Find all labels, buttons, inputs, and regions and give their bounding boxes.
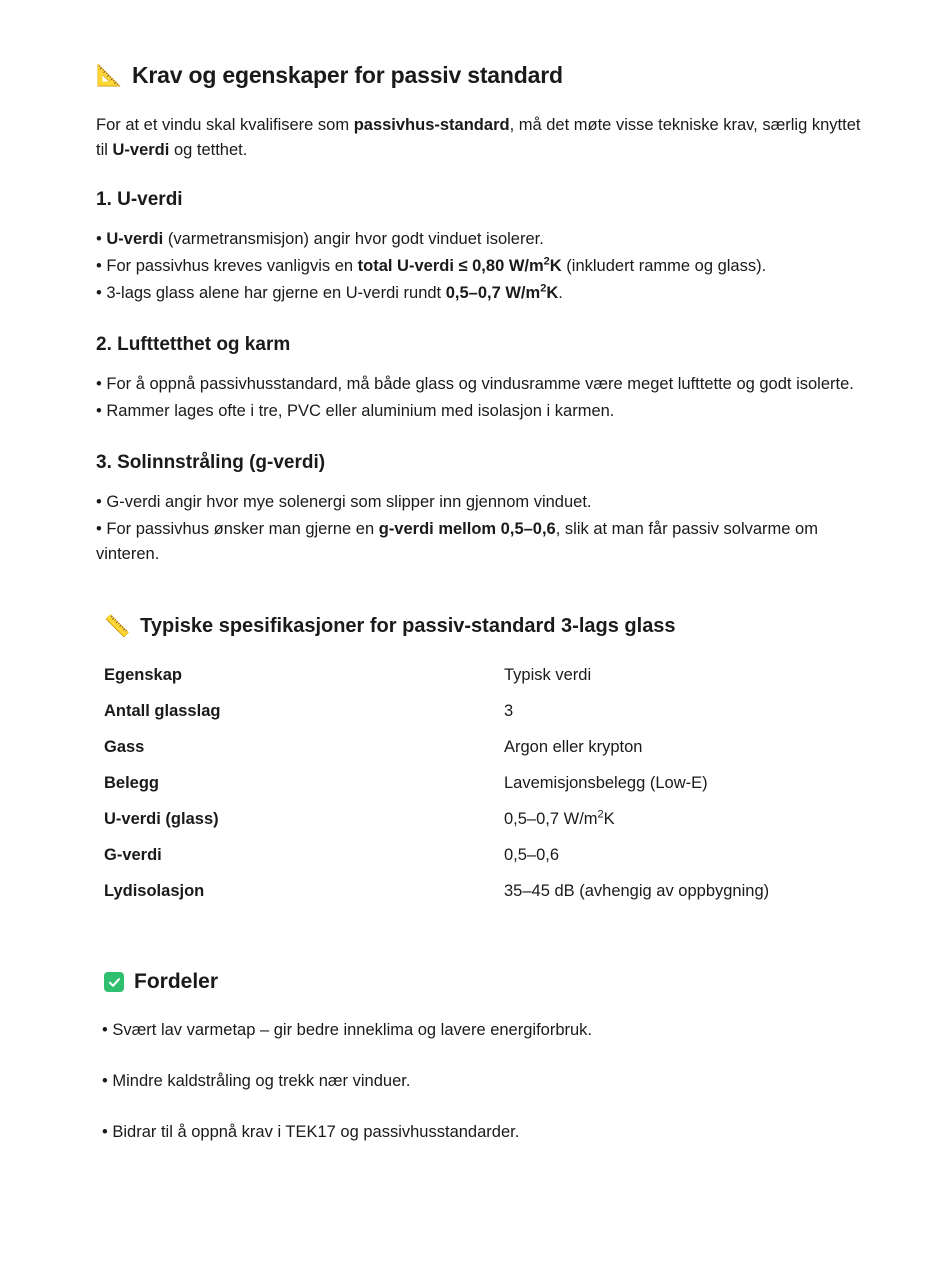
bullet-item: • For å oppnå passivhusstandard, må både glass og vindusramme være meget lufttette og godt isolerte. bbox=[96, 374, 854, 393]
table-column-header: Typisk verdi bbox=[504, 666, 592, 685]
bullet-item: • G-verdi angir hvor mye solenergi som slipper inn gjennom vinduet. bbox=[96, 492, 592, 511]
table-cell-key: Gass bbox=[104, 738, 145, 757]
table-column-header: Egenskap bbox=[104, 666, 182, 685]
section-bullets bbox=[96, 227, 867, 306]
spec-table-heading-text: Typiske spesifikasjoner for passiv-standard 3-lags glass bbox=[140, 615, 676, 638]
ruler-triangle-icon: 📐 bbox=[96, 64, 122, 87]
bullet-item: • 3-lags glass alene har gjerne en U-verdi rundt 0,5–0,7 $W/m^2K$. bbox=[96, 282, 563, 302]
section-bullets bbox=[96, 490, 867, 567]
bullet-item: • For passivhus kreves vanligvis en total U-verdi ≤ 0,80 $W/m^2K$ (inkludert ramme og glass). bbox=[96, 255, 767, 275]
fordeler-list bbox=[102, 1018, 867, 1144]
table-cell-key: Lydisolasjon bbox=[104, 882, 205, 901]
table-cell-key: G-verdi bbox=[104, 846, 162, 865]
section-heading: 2. Lufttetthet og karm bbox=[96, 333, 291, 355]
table-row bbox=[104, 732, 894, 768]
table-row bbox=[104, 696, 894, 732]
bullet-item: • Rammer lages ofte i tre, PVC eller aluminium med isolasjon i karmen. bbox=[96, 401, 615, 420]
table-cell-value: 0,5–0,7 $W/m^2K$ bbox=[504, 808, 615, 829]
list-item: • Mindre kaldstråling og trekk nær vinduer. bbox=[102, 1071, 411, 1090]
intro-paragraph: For at et vindu skal kvalifisere som passivhus-standard, må det møte visse tekniske krav, særlig knyttet til U-verdi og tetthet. bbox=[96, 116, 861, 159]
spec-table-body bbox=[104, 660, 894, 912]
bullet-item: • U-verdi (varmetransmisjon) angir hvor godt vinduet isolerer. bbox=[96, 229, 544, 248]
table-row bbox=[104, 876, 894, 912]
page-title-text: Krav og egenskaper for passiv standard bbox=[131, 62, 563, 88]
page-title bbox=[96, 62, 867, 89]
table-cell-value: 35–45 dB (avhengig av oppbygning) bbox=[504, 882, 770, 901]
section-heading: 1. U-verdi bbox=[96, 188, 183, 210]
spec-table bbox=[104, 660, 894, 912]
table-cell-value: 3 bbox=[504, 702, 514, 721]
table-header-row bbox=[104, 660, 894, 696]
ruler-pencil-icon: 📏 bbox=[104, 615, 131, 639]
list-item: • Bidrar til å oppnå krav i TEK17 og passivhusstandarder. bbox=[102, 1122, 520, 1141]
table-row bbox=[104, 840, 894, 876]
fordeler-heading-text: Fordeler bbox=[134, 970, 219, 994]
table-cell-value: 0,5–0,6 bbox=[504, 846, 560, 865]
table-cell-key: Belegg bbox=[104, 774, 160, 793]
fordeler-heading bbox=[104, 970, 867, 994]
table-cell-key: U-verdi (glass) bbox=[104, 810, 219, 829]
sections-container bbox=[96, 189, 867, 568]
section-bullets bbox=[96, 372, 867, 424]
bullet-item: • For passivhus ønsker man gjerne en g-verdi mellom 0,5–0,6, slik at man får passiv solvarme om vinteren. bbox=[96, 519, 818, 564]
table-row bbox=[104, 804, 894, 840]
table-row bbox=[104, 768, 894, 804]
section-heading: 3. Solinnstråling (g-verdi) bbox=[96, 451, 326, 473]
green-check-icon bbox=[104, 972, 124, 992]
spec-table-heading bbox=[104, 615, 867, 638]
table-cell-key: Antall glasslag bbox=[104, 702, 221, 721]
list-item: • Svært lav varmetap – gir bedre inneklima og lavere energiforbruk. bbox=[102, 1021, 593, 1040]
table-cell-value: Argon eller krypton bbox=[504, 738, 643, 757]
table-cell-value: Lavemisjonsbelegg (Low-E) bbox=[504, 774, 708, 793]
